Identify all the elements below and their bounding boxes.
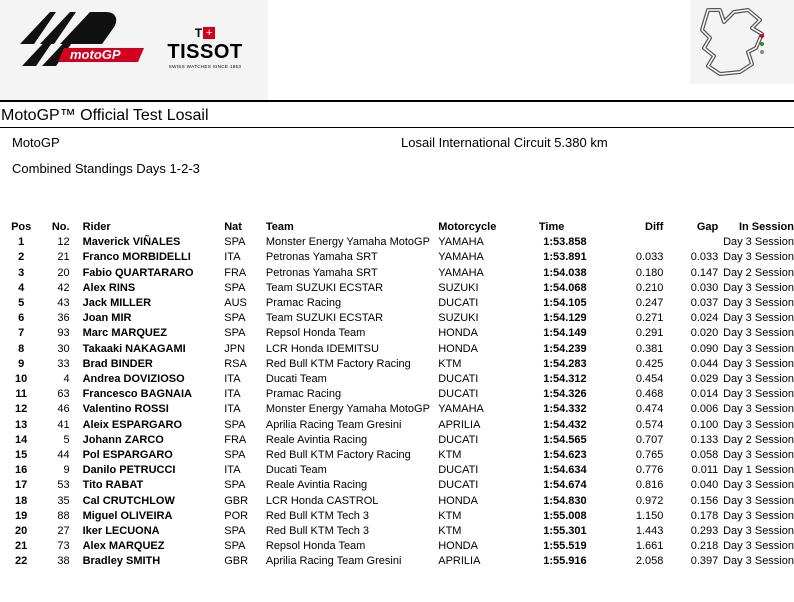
- cell-session: Day 3 Session: [723, 342, 794, 355]
- cell-rider: Fabio QUARTARARO: [82, 266, 194, 279]
- cell-team: LCR Honda CASTROL: [265, 494, 379, 507]
- cell-session: Day 3 Session: [723, 251, 794, 264]
- cell-no: 73: [57, 540, 70, 553]
- cell-no: 9: [63, 464, 70, 477]
- cell-nat: SPA: [224, 540, 246, 553]
- cell-session: Day 3 Session: [723, 540, 794, 553]
- cell-time: 1:54.674: [543, 479, 587, 492]
- cell-motorcycle: KTM: [438, 357, 462, 370]
- cell-nat: ITA: [224, 251, 241, 264]
- cell-no: 43: [57, 297, 70, 310]
- cell-motorcycle: DUCATI: [438, 388, 479, 401]
- table-row: [0, 524, 794, 539]
- col-no: No.: [51, 221, 70, 233]
- cell-rider: Pol ESPARGARO: [82, 449, 173, 462]
- cell-nat: ITA: [224, 388, 241, 401]
- cell-gap: 0.029: [690, 373, 719, 386]
- cell-pos: 11: [15, 388, 27, 401]
- cell-session: Day 1 Session: [723, 464, 794, 477]
- cell-session: Day 3 Session: [723, 403, 794, 416]
- cell-motorcycle: KTM: [438, 449, 462, 462]
- cell-motorcycle: APRILIA: [438, 418, 481, 431]
- cell-pos: 2: [18, 251, 25, 264]
- cell-pos: 13: [15, 418, 28, 431]
- cell-team: Reale Avintia Racing: [265, 479, 368, 492]
- cell-pos: 17: [15, 479, 28, 492]
- cell-diff: 0.707: [635, 433, 664, 446]
- table-row: [0, 554, 794, 569]
- cell-nat: SPA: [224, 281, 246, 294]
- cell-no: 21: [57, 251, 70, 264]
- cell-gap: 0.058: [690, 449, 719, 462]
- cell-rider: Maverick VIÑALES: [82, 236, 181, 249]
- cell-rider: Brad BINDER: [82, 357, 153, 370]
- cell-time: 1:53.858: [543, 236, 587, 249]
- cell-motorcycle: HONDA: [438, 494, 478, 507]
- table-row: [0, 357, 794, 372]
- cell-motorcycle: DUCATI: [438, 433, 479, 446]
- table-row: [0, 281, 794, 296]
- cell-time: 1:54.565: [543, 433, 587, 446]
- cell-diff: 0.972: [635, 494, 664, 507]
- table-row: [0, 448, 794, 463]
- cell-pos: 9: [18, 357, 25, 370]
- cell-time: 1:55.519: [543, 540, 587, 553]
- col-rider: Rider: [82, 221, 111, 233]
- cell-team: Petronas Yamaha SRT: [265, 251, 378, 264]
- cell-diff: 0.816: [635, 479, 664, 492]
- cell-motorcycle: DUCATI: [438, 297, 479, 310]
- table-row: [0, 311, 794, 326]
- cell-gap: 0.156: [690, 494, 719, 507]
- cell-motorcycle: YAMAHA: [438, 251, 484, 264]
- cell-nat: GBR: [224, 494, 249, 507]
- cell-rider: Marc MARQUEZ: [82, 327, 167, 340]
- cell-motorcycle: YAMAHA: [438, 403, 484, 416]
- cell-motorcycle: KTM: [438, 525, 462, 538]
- cell-nat: JPN: [224, 342, 246, 355]
- header-rule: [0, 100, 794, 102]
- cell-time: 1:54.068: [543, 281, 587, 294]
- cell-diff: 1.443: [635, 525, 664, 538]
- cell-nat: ITA: [224, 403, 241, 416]
- col-team: Team: [265, 221, 294, 233]
- cell-motorcycle: APRILIA: [438, 555, 481, 568]
- cell-rider: Andrea DOVIZIOSO: [82, 373, 185, 386]
- cell-team: Reale Avintia Racing: [265, 433, 368, 446]
- cell-nat: ITA: [224, 373, 241, 386]
- cell-diff: 0.247: [635, 297, 664, 310]
- cell-team: Repsol Honda Team: [265, 540, 366, 553]
- cell-session: Day 3 Session: [723, 373, 794, 386]
- cell-nat: POR: [224, 509, 249, 522]
- cell-time: 1:54.283: [543, 357, 587, 370]
- cell-gap: 0.037: [690, 297, 719, 310]
- cell-gap: 0.293: [690, 525, 719, 538]
- cell-no: 5: [63, 433, 70, 446]
- cell-session: Day 3 Session: [723, 312, 794, 325]
- cell-gap: 0.033: [690, 251, 719, 264]
- cell-diff: 2.058: [635, 555, 664, 568]
- cell-session: Day 3 Session: [723, 297, 794, 310]
- cell-diff: 0.210: [635, 281, 664, 294]
- swiss-cross-icon: +: [203, 27, 215, 39]
- cell-no: 20: [57, 266, 70, 279]
- cell-gap: 0.147: [690, 266, 719, 279]
- cell-team: Team SUZUKI ECSTAR: [265, 281, 384, 294]
- cell-no: 33: [57, 357, 70, 370]
- cell-session: Day 2 Session: [723, 433, 794, 446]
- report-header: [0, 0, 794, 100]
- cell-nat: SPA: [224, 449, 246, 462]
- cell-motorcycle: SUZUKI: [438, 312, 479, 325]
- cell-pos: 15: [15, 449, 28, 462]
- page-title: MotoGP™ Official Test Losail: [1, 107, 209, 124]
- cell-rider: Danilo PETRUCCI: [82, 464, 176, 477]
- cell-team: Aprilia Racing Team Gresini: [265, 418, 402, 431]
- table-row: [0, 509, 794, 524]
- cell-team: LCR Honda IDEMITSU: [265, 342, 379, 355]
- cell-rider: Takaaki NAKAGAMI: [82, 342, 186, 355]
- cell-time: 1:54.149: [543, 327, 587, 340]
- logo-area: [0, 0, 268, 100]
- cell-pos: 19: [15, 509, 28, 522]
- cell-time: 1:53.891: [543, 251, 587, 264]
- cell-time: 1:55.301: [543, 525, 587, 538]
- table-row: [0, 387, 794, 402]
- table-row: [0, 539, 794, 554]
- cell-time: 1:54.326: [543, 388, 587, 401]
- cell-rider: Alex RINS: [82, 281, 136, 294]
- table-row: [0, 326, 794, 341]
- cell-no: 63: [57, 388, 70, 401]
- cell-gap: 0.090: [690, 342, 719, 355]
- table-row: [0, 296, 794, 311]
- col-time: Time: [538, 221, 565, 233]
- cell-session: Day 3 Session: [723, 327, 794, 340]
- cell-pos: 12: [15, 403, 28, 416]
- cell-time: 1:54.129: [543, 312, 587, 325]
- cell-session: Day 3 Session: [723, 509, 794, 522]
- cell-no: 36: [57, 312, 70, 325]
- cell-time: 1:54.830: [543, 494, 587, 507]
- cell-motorcycle: YAMAHA: [438, 266, 484, 279]
- cell-team: Petronas Yamaha SRT: [265, 266, 378, 279]
- table-row: [0, 478, 794, 493]
- cell-pos: 7: [18, 327, 25, 340]
- cell-time: 1:54.038: [543, 266, 587, 279]
- cell-motorcycle: DUCATI: [438, 479, 479, 492]
- cell-gap: 0.030: [690, 281, 719, 294]
- cell-time: 1:54.432: [543, 418, 587, 431]
- cell-rider: Iker LECUONA: [82, 525, 160, 538]
- cell-diff: 1.661: [635, 540, 664, 553]
- cell-gap: 0.218: [690, 540, 719, 553]
- cell-nat: SPA: [224, 479, 246, 492]
- table-row: [0, 235, 794, 250]
- cell-session: Day 3 Session: [723, 357, 794, 370]
- cell-session: Day 3 Session: [723, 479, 794, 492]
- cell-pos: 10: [15, 373, 28, 386]
- cell-team: Pramac Racing: [265, 297, 342, 310]
- standings-table: [0, 220, 794, 570]
- cell-no: 27: [57, 525, 70, 538]
- cell-time: 1:54.312: [543, 373, 587, 386]
- cell-rider: Aleix ESPARGARO: [82, 418, 183, 431]
- cell-diff: 0.180: [635, 266, 664, 279]
- col-pos: Pos: [11, 221, 32, 233]
- cell-time: 1:54.105: [543, 297, 587, 310]
- cell-diff: 1.150: [635, 509, 664, 522]
- cell-gap: 0.397: [690, 555, 719, 568]
- cell-nat: GBR: [224, 555, 249, 568]
- cell-diff: 0.468: [635, 388, 664, 401]
- col-diff: Diff: [645, 221, 664, 233]
- cell-team: Ducati Team: [265, 373, 327, 386]
- cell-diff: 0.381: [635, 342, 664, 355]
- cell-rider: Joan MIR: [82, 312, 132, 325]
- cell-pos: 4: [18, 281, 25, 294]
- cell-diff: 0.291: [635, 327, 664, 340]
- cell-gap: 0.011: [691, 464, 719, 477]
- cell-no: 46: [57, 403, 70, 416]
- cell-no: 12: [57, 236, 70, 249]
- cell-time: 1:54.332: [543, 403, 587, 416]
- cell-pos: 3: [18, 266, 25, 279]
- col-gap: Gap: [696, 221, 719, 233]
- cell-pos: 21: [15, 540, 28, 553]
- cell-rider: Francesco BAGNAIA: [82, 388, 192, 401]
- cell-diff: 0.765: [635, 449, 664, 462]
- cell-motorcycle: YAMAHA: [438, 236, 484, 249]
- cell-session: Day 3 Session: [723, 388, 794, 401]
- cell-time: 1:54.623: [543, 449, 587, 462]
- cell-pos: 1: [18, 236, 25, 249]
- cell-gap: 0.133: [690, 433, 719, 446]
- category-label: MotoGP: [12, 135, 60, 150]
- cell-no: 35: [57, 494, 70, 507]
- cell-team: Red Bull KTM Factory Racing: [265, 357, 411, 370]
- cell-team: Pramac Racing: [265, 388, 342, 401]
- cell-gap: 0.006: [690, 403, 719, 416]
- cell-nat: FRA: [224, 433, 247, 446]
- cell-diff: 0.574: [635, 418, 664, 431]
- cell-motorcycle: DUCATI: [438, 464, 479, 477]
- cell-pos: 18: [15, 494, 28, 507]
- table-row: [0, 266, 794, 281]
- col-session: In Session: [738, 221, 794, 233]
- title-rule: [0, 127, 794, 128]
- cell-motorcycle: SUZUKI: [438, 281, 479, 294]
- table-row: [0, 372, 794, 387]
- cell-gap: [663, 235, 718, 250]
- cell-time: 1:54.634: [543, 464, 587, 477]
- cell-session: Day 3 Session: [723, 281, 794, 294]
- cell-session: Day 3 Session: [723, 418, 794, 431]
- cell-gap: 0.178: [690, 509, 719, 522]
- cell-team: Monster Energy Yamaha MotoGP: [265, 236, 430, 249]
- cell-no: 4: [63, 373, 70, 386]
- cell-session: Day 2 Session: [723, 266, 794, 279]
- cell-time: 1:54.239: [543, 342, 587, 355]
- cell-rider: Valentino ROSSI: [82, 403, 169, 416]
- cell-gap: 0.024: [690, 312, 719, 325]
- circuit-map-icon: [690, 0, 794, 84]
- cell-pos: 20: [15, 525, 28, 538]
- tissot-logo: T + TISSOT SWISS WATCHES SINCE 1853: [160, 24, 250, 69]
- cell-team: Red Bull KTM Factory Racing: [265, 449, 411, 462]
- cell-diff: 0.271: [635, 312, 664, 325]
- cell-diff: 0.425: [635, 357, 664, 370]
- cell-diff: 0.033: [635, 251, 664, 264]
- cell-no: 42: [57, 281, 70, 294]
- cell-nat: SPA: [224, 236, 246, 249]
- cell-diff: 0.454: [635, 373, 664, 386]
- table-header-row: [0, 220, 794, 235]
- table-row: [0, 418, 794, 433]
- motogp-logo-text: motoGP: [70, 47, 121, 62]
- cell-pos: 22: [15, 555, 28, 568]
- cell-pos: 14: [15, 433, 28, 446]
- cell-motorcycle: HONDA: [438, 342, 478, 355]
- cell-session: Day 3 Session: [723, 494, 794, 507]
- cell-no: 41: [57, 418, 70, 431]
- cell-team: Red Bull KTM Tech 3: [265, 509, 369, 522]
- cell-gap: 0.044: [690, 357, 719, 370]
- table-row: [0, 494, 794, 509]
- cell-team: Team SUZUKI ECSTAR: [265, 312, 384, 325]
- table-row: [0, 402, 794, 417]
- cell-rider: Miguel OLIVEIRA: [82, 509, 173, 522]
- cell-no: 88: [57, 509, 70, 522]
- standings-subtitle: Combined Standings Days 1-2-3: [12, 161, 200, 176]
- cell-team: Ducati Team: [265, 464, 327, 477]
- cell-nat: SPA: [224, 418, 246, 431]
- circuit-map: [690, 0, 794, 84]
- cell-pos: 6: [18, 312, 25, 325]
- cell-gap: 0.100: [690, 418, 719, 431]
- cell-no: 44: [57, 449, 70, 462]
- cell-nat: RSA: [224, 357, 247, 370]
- cell-nat: AUS: [224, 297, 247, 310]
- cell-session: Day 3 Session: [723, 525, 794, 538]
- cell-rider: Alex MARQUEZ: [82, 540, 165, 553]
- cell-no: 38: [57, 555, 70, 568]
- table-row: [0, 433, 794, 448]
- cell-nat: ITA: [224, 464, 241, 477]
- table-row: [0, 250, 794, 265]
- cell-motorcycle: KTM: [438, 509, 462, 522]
- cell-rider: Bradley SMITH: [82, 555, 161, 568]
- cell-nat: SPA: [224, 525, 246, 538]
- cell-rider: Tito RABAT: [82, 479, 144, 492]
- circuit-label: Losail International Circuit 5.380 km: [401, 135, 608, 150]
- table-row: [0, 463, 794, 478]
- col-nat: Nat: [224, 221, 242, 233]
- cell-rider: Cal CRUTCHLOW: [82, 494, 175, 507]
- tissot-brand: TISSOT: [167, 41, 243, 63]
- cell-rider: Johann ZARCO: [82, 433, 164, 446]
- table-row: [0, 342, 794, 357]
- cell-team: Aprilia Racing Team Gresini: [265, 555, 402, 568]
- cell-rider: Jack MILLER: [82, 297, 152, 310]
- col-motorcycle: Motorcycle: [438, 221, 497, 233]
- cell-team: Red Bull KTM Tech 3: [265, 525, 369, 538]
- cell-no: 53: [57, 479, 70, 492]
- cell-diff: [593, 235, 664, 250]
- cell-session: Day 3 Session: [723, 449, 794, 462]
- cell-no: 93: [57, 327, 70, 340]
- cell-gap: 0.020: [690, 327, 719, 340]
- cell-motorcycle: DUCATI: [438, 373, 479, 386]
- motogp-logo: [12, 4, 152, 84]
- cell-motorcycle: HONDA: [438, 327, 478, 340]
- cell-diff: 0.776: [635, 464, 664, 477]
- tissot-tagline: SWISS WATCHES SINCE 1853: [168, 64, 242, 69]
- cell-nat: SPA: [224, 327, 246, 340]
- cell-time: 1:55.916: [543, 555, 587, 568]
- cell-pos: 16: [15, 464, 28, 477]
- cell-team: Monster Energy Yamaha MotoGP: [265, 403, 430, 416]
- cell-team: Repsol Honda Team: [265, 327, 366, 340]
- cell-no: 30: [57, 342, 70, 355]
- cell-pos: 8: [18, 342, 25, 355]
- cell-rider: Franco MORBIDELLI: [82, 251, 191, 264]
- cell-nat: FRA: [224, 266, 247, 279]
- cell-gap: 0.014: [690, 388, 719, 401]
- cell-time: 1:55.008: [543, 509, 587, 522]
- cell-pos: 5: [18, 297, 25, 310]
- cell-nat: SPA: [224, 312, 246, 325]
- cell-diff: 0.474: [635, 403, 664, 416]
- cell-motorcycle: HONDA: [438, 540, 478, 553]
- cell-session: Day 3 Session: [723, 236, 794, 249]
- cell-session: Day 3 Session: [723, 555, 794, 568]
- cell-gap: 0.040: [690, 479, 719, 492]
